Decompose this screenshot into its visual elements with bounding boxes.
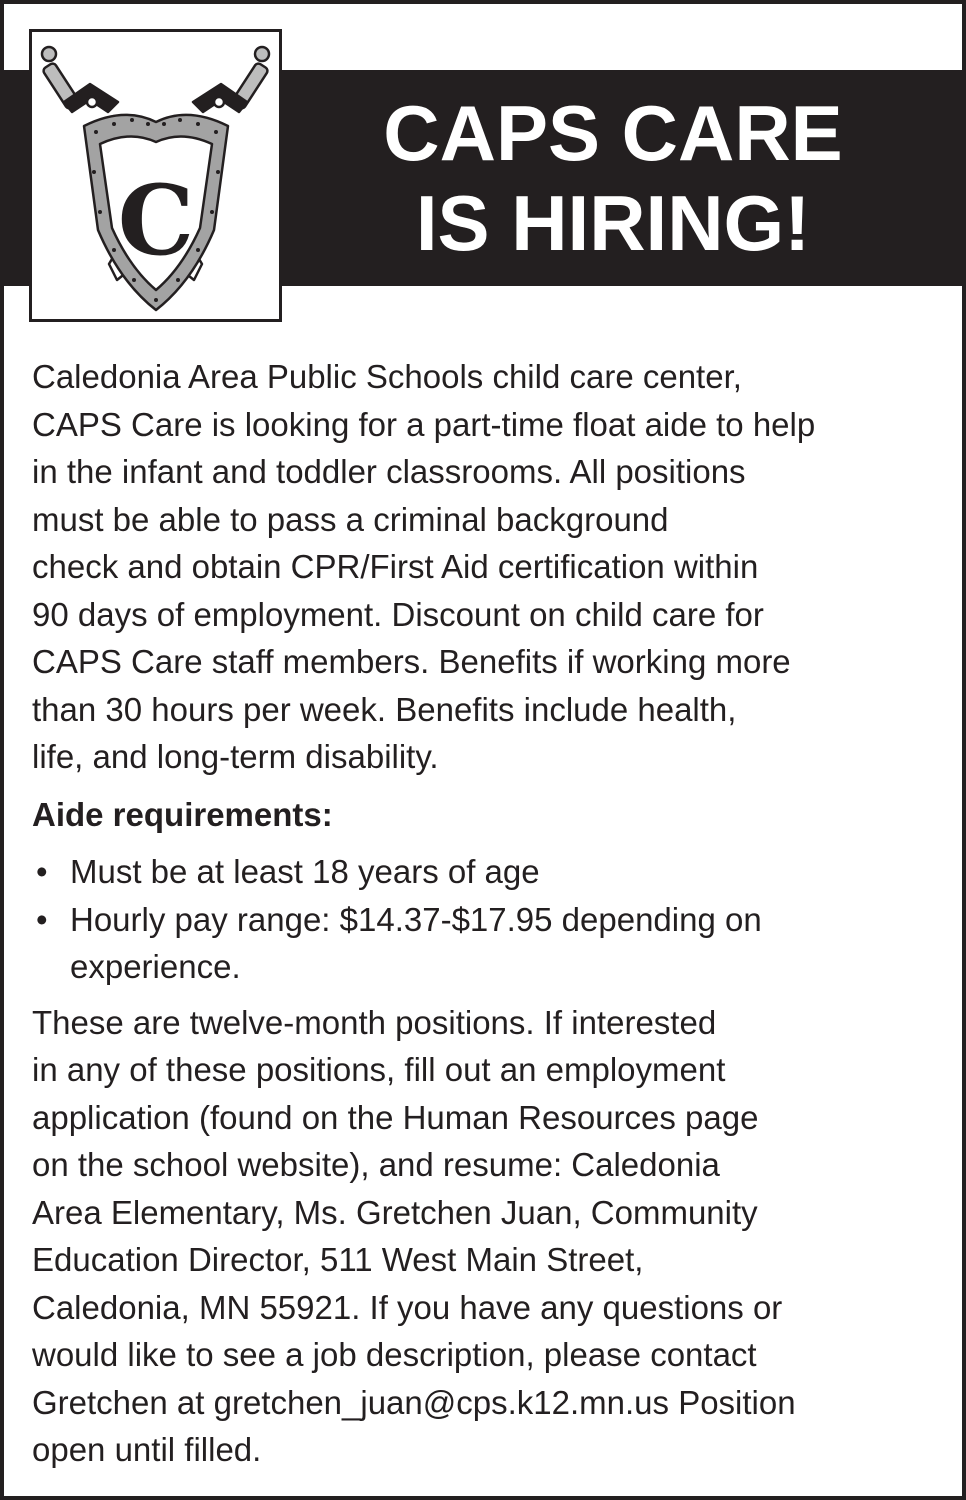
closing-line: application (found on the Human Resources page [32, 1098, 759, 1136]
requirements-list [32, 848, 947, 991]
headline-line-2: IS HIRING! [415, 179, 811, 267]
requirement-line: Hourly pay range: $14.37-$17.95 depending on [70, 900, 762, 938]
closing-paragraph [32, 999, 947, 1474]
intro-line: CAPS Care staff members. Benefits if working more [32, 643, 791, 680]
closing-line: These are twelve-month positions. If interested [32, 1003, 717, 1041]
requirements-heading: Aide requirements: [32, 795, 333, 833]
intro-line: must be able to pass a criminal background [32, 500, 669, 538]
closing-line: Caledonia, MN 55921. If you have any questions or [32, 1288, 783, 1326]
headline [284, 70, 942, 286]
school-logo [29, 29, 282, 322]
requirement-line: experience. [70, 948, 241, 985]
intro-line: life, and long-term disability. [32, 738, 439, 775]
logo-letter: C [117, 164, 195, 277]
intro-line: than 30 hours per week. Benefits include health, [32, 690, 737, 728]
closing-line: open until filled. [32, 1431, 262, 1468]
closing-line: in any of these positions, fill out an employment [32, 1051, 726, 1088]
intro-line: in the infant and toddler classrooms. All positions [32, 453, 746, 490]
list-item [32, 848, 947, 896]
intro-line: CAPS Care is looking for a part-time float aide to help [32, 405, 816, 443]
intro-paragraph [32, 353, 947, 781]
closing-line: Area Elementary, Ms. Gretchen Juan, Community [32, 1193, 758, 1231]
intro-line: 90 days of employment. Discount on child care for [32, 595, 764, 633]
headline-line-1: CAPS CARE [383, 89, 843, 177]
closing-line: Gretchen at gretchen_juan@cps.k12.mn.us Position [32, 1383, 796, 1421]
list-item [32, 896, 947, 991]
ad-body [32, 353, 947, 1474]
bullet-icon: • [36, 900, 48, 938]
bullet-icon: • [36, 853, 48, 890]
intro-line: check and obtain CPR/First Aid certification within [32, 548, 759, 585]
closing-line: would like to see a job description, please contact [32, 1336, 757, 1373]
intro-line: Caledonia Area Public Schools child care center, [32, 358, 742, 395]
closing-line: Education Director, 511 West Main Street, [32, 1241, 644, 1278]
requirement-line: Must be at least 18 years of age [70, 853, 540, 890]
shield-crossed-swords-icon [32, 32, 279, 319]
closing-line: on the school website), and resume: Caledonia [32, 1146, 720, 1183]
